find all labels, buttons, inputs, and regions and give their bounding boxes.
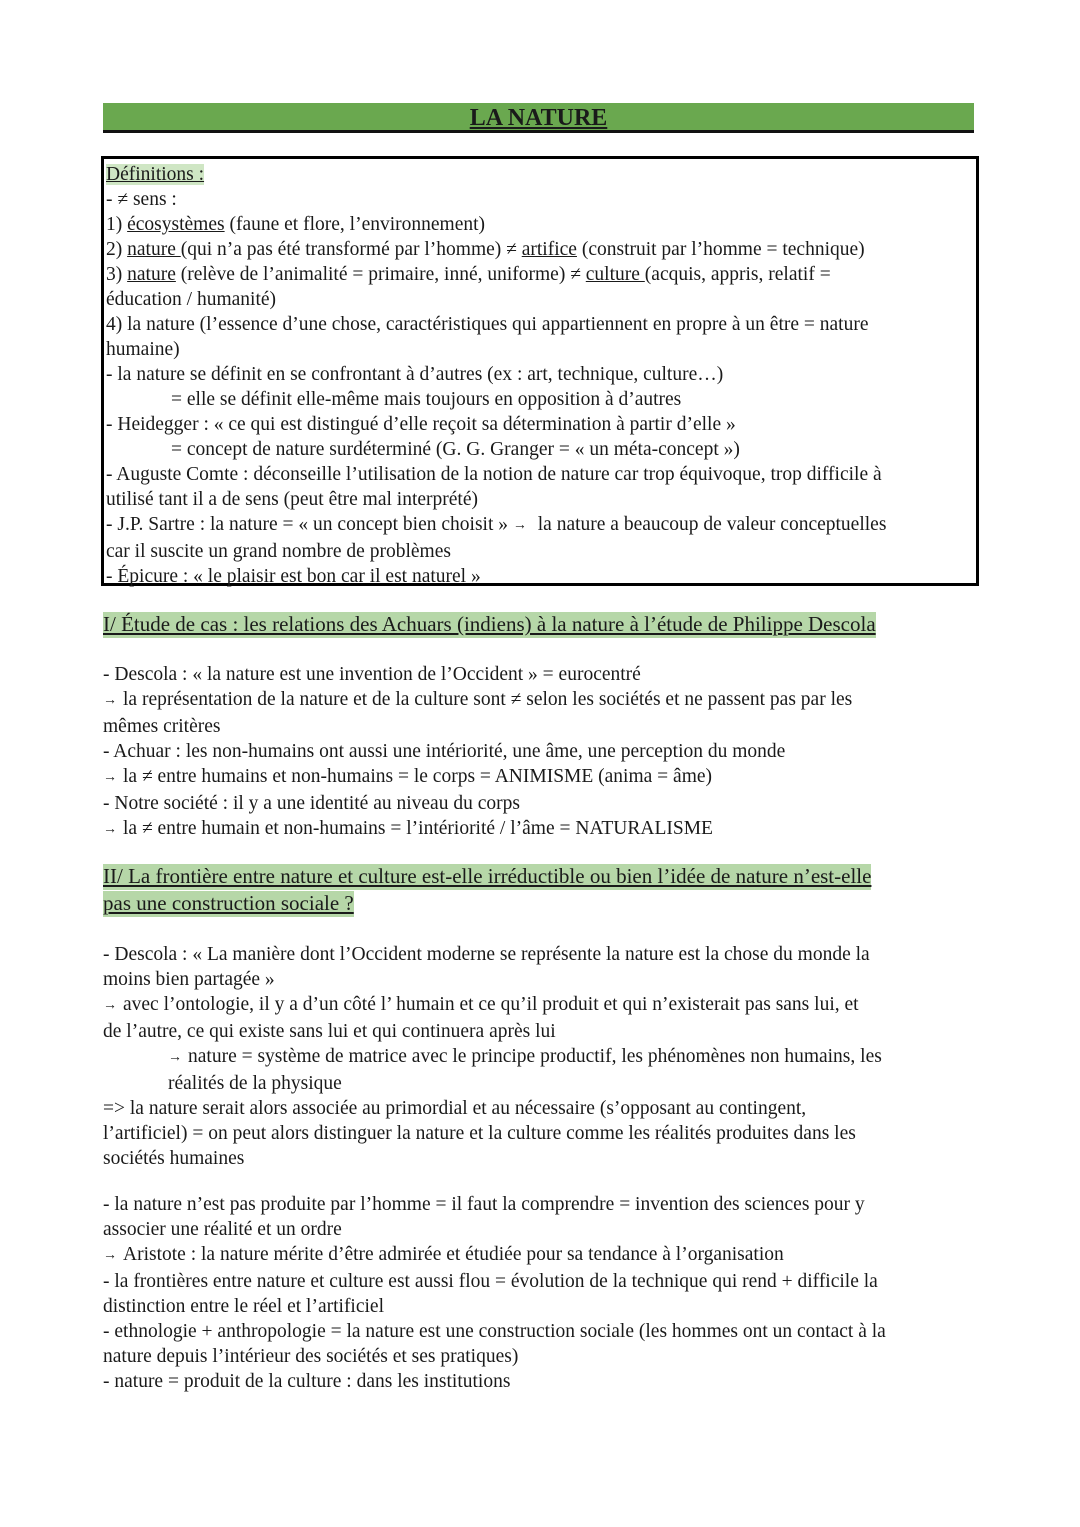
text-line-content: - Descola : « La manière dont l’Occident moderne se représente la nature est la chose du monde la bbox=[103, 944, 870, 965]
section-2-paragraph-1 bbox=[103, 942, 983, 1171]
text-line-content: - Achuar : les non-humains ont aussi une intériorité, une âme, une perception du monde bbox=[103, 741, 786, 762]
right-arrow-icon: → bbox=[168, 1050, 182, 1065]
definitions-box bbox=[101, 156, 979, 586]
definition-item-1: 1) écosystèmes (faune et flore, l’environnement) bbox=[106, 214, 486, 235]
text-line bbox=[103, 791, 983, 816]
text-line-content: associer une réalité et un ordre bbox=[103, 1219, 342, 1240]
text-line-content: Aristote : la nature mérite d’être admirée et étudiée pour sa tendance à l’organisation bbox=[123, 1244, 784, 1265]
text-line-content: - la frontières entre nature et culture est aussi flou = évolution de la technique qui rend + difficile la bbox=[103, 1271, 878, 1292]
text-line bbox=[103, 992, 983, 1019]
text-line bbox=[103, 1344, 983, 1369]
right-arrow-icon: → bbox=[512, 518, 527, 533]
definition-bullet: - la nature se définit en se confrontant à d’autres (ex : art, technique, culture…) bbox=[106, 364, 724, 385]
text-line bbox=[103, 1096, 983, 1121]
text-line-content: nature depuis l’intérieur des sociétés et ses pratiques) bbox=[103, 1346, 519, 1367]
definition-bullet: - Auguste Comte : déconseille l’utilisation de la notion de nature car trop équivoque, trop difficile à bbox=[106, 464, 882, 485]
text-line-content: - ethnologie + anthropologie = la nature est une construction sociale (les hommes ont un contact à la bbox=[103, 1321, 886, 1342]
page-title-text: LA NATURE bbox=[469, 105, 608, 131]
definition-bullet-cont: car il suscite un grand nombre de problèmes bbox=[106, 541, 451, 562]
definition-bullet: - Épicure : « le plaisir est bon car il est naturel » bbox=[106, 566, 481, 587]
definition-item-3: 3) nature (relève de l’animalité = primaire, inné, uniforme) ≠ culture (acquis, appris, relatif = bbox=[106, 264, 831, 285]
definition-bullet-cont: utilisé tant il a de sens (peut être mal interprété) bbox=[106, 489, 478, 510]
text-line bbox=[103, 739, 983, 764]
right-arrow-icon: → bbox=[103, 822, 117, 837]
text-line bbox=[103, 1269, 983, 1294]
text-line-content: réalités de la physique bbox=[168, 1073, 342, 1094]
definition-item-2: 2) nature (qui n’a pas été transformé par l’homme) ≠ artifice (construit par l’homme = technique) bbox=[106, 239, 865, 260]
text-line-content: - Notre société : il y a une identité au niveau du corps bbox=[103, 793, 520, 814]
text-line-content: avec l’ontologie, il y a d’un côté l’ humain et ce qu’il produit et qui n’existerait pas sans lui, et bbox=[123, 994, 859, 1015]
text-line bbox=[103, 1319, 983, 1344]
text-line-content: - Descola : « la nature est une invention de l’Occident » = eurocentré bbox=[103, 664, 641, 685]
text-line bbox=[103, 1044, 983, 1071]
text-line-content: moins bien partagée » bbox=[103, 969, 275, 990]
section-1-body bbox=[103, 662, 983, 843]
text-line bbox=[103, 967, 983, 992]
text-line bbox=[103, 662, 983, 687]
text-line bbox=[103, 1242, 983, 1269]
text-line bbox=[103, 1071, 983, 1096]
text-line bbox=[103, 816, 983, 843]
text-line-content: la représentation de la nature et de la culture sont ≠ selon les sociétés et ne passent pas par les bbox=[123, 689, 853, 710]
text-line bbox=[103, 1192, 983, 1217]
text-line-content: la ≠ entre humain et non-humains = l’intériorité / l’âme = NATURALISME bbox=[123, 818, 713, 839]
right-arrow-icon: → bbox=[103, 770, 117, 785]
text-line bbox=[103, 1146, 983, 1171]
section-1-heading: I/ Étude de cas : les relations des Achuars (indiens) à la nature à l’étude de Philippe Descola bbox=[103, 612, 876, 636]
text-line-content: l’artificiel) = on peut alors distinguer la nature et la culture comme les réalités produites dans les bbox=[103, 1123, 856, 1144]
text-line bbox=[103, 1019, 983, 1044]
text-line-content: nature = système de matrice avec le principe productif, les phénomènes non humains, les bbox=[188, 1046, 882, 1067]
text-line-content: => la nature serait alors associée au primordial et au nécessaire (s’opposant au contingent, bbox=[103, 1098, 807, 1119]
definitions-line: - ≠ sens : bbox=[106, 189, 177, 210]
definition-bullet: - J.P. Sartre : la nature = « un concept bien choisit » → la nature a beaucoup de valeur conceptuelles bbox=[106, 514, 887, 535]
text-line-content: la ≠ entre humains et non-humains = le corps = ANIMISME (anima = âme) bbox=[123, 766, 713, 787]
text-line-content: - la nature n’est pas produite par l’homme = il faut la comprendre = invention des sciences pour y bbox=[103, 1194, 865, 1215]
definition-bullet: - Heidegger : « ce qui est distingué d’elle reçoit sa détermination à partir d’elle » bbox=[106, 414, 736, 435]
definition-item-4: 4) la nature (l’essence d’une chose, caractéristiques qui appartiennent en propre à un être = nature bbox=[106, 314, 869, 335]
section-2-paragraph-2 bbox=[103, 1192, 983, 1394]
text-line bbox=[103, 1369, 983, 1394]
text-line-content: mêmes critères bbox=[103, 716, 221, 737]
text-line-content: sociétés humaines bbox=[103, 1148, 245, 1169]
definition-item-3-cont: éducation / humanité) bbox=[106, 289, 277, 310]
text-line-content: distinction entre le réel et l’artificiel bbox=[103, 1296, 384, 1317]
text-line bbox=[103, 942, 983, 967]
page-title bbox=[103, 103, 974, 133]
definition-bullet-sub: = concept de nature surdéterminé (G. G. Granger = « un méta-concept ») bbox=[171, 439, 740, 460]
definition-bullet-sub: = elle se définit elle-même mais toujours en opposition à d’autres bbox=[171, 389, 682, 410]
text-line bbox=[103, 1217, 983, 1242]
definition-item-4-cont: humaine) bbox=[106, 339, 180, 360]
text-line-content: - nature = produit de la culture : dans les institutions bbox=[103, 1371, 511, 1392]
section-2-heading: II/ La frontière entre nature et culture est-elle irréductible ou bien l’idée de nature n’est-elle pas une construction sociale ? bbox=[103, 864, 872, 915]
text-line bbox=[103, 1294, 983, 1319]
text-line-content: de l’autre, ce qui existe sans lui et qui continuera après lui bbox=[103, 1021, 556, 1042]
definitions-heading: Définitions : bbox=[106, 164, 205, 185]
text-line bbox=[103, 687, 983, 714]
text-line bbox=[103, 764, 983, 791]
text-line bbox=[103, 1121, 983, 1146]
right-arrow-icon: → bbox=[103, 998, 117, 1013]
right-arrow-icon: → bbox=[103, 693, 117, 708]
text-line bbox=[103, 714, 983, 739]
right-arrow-icon: → bbox=[103, 1248, 117, 1263]
